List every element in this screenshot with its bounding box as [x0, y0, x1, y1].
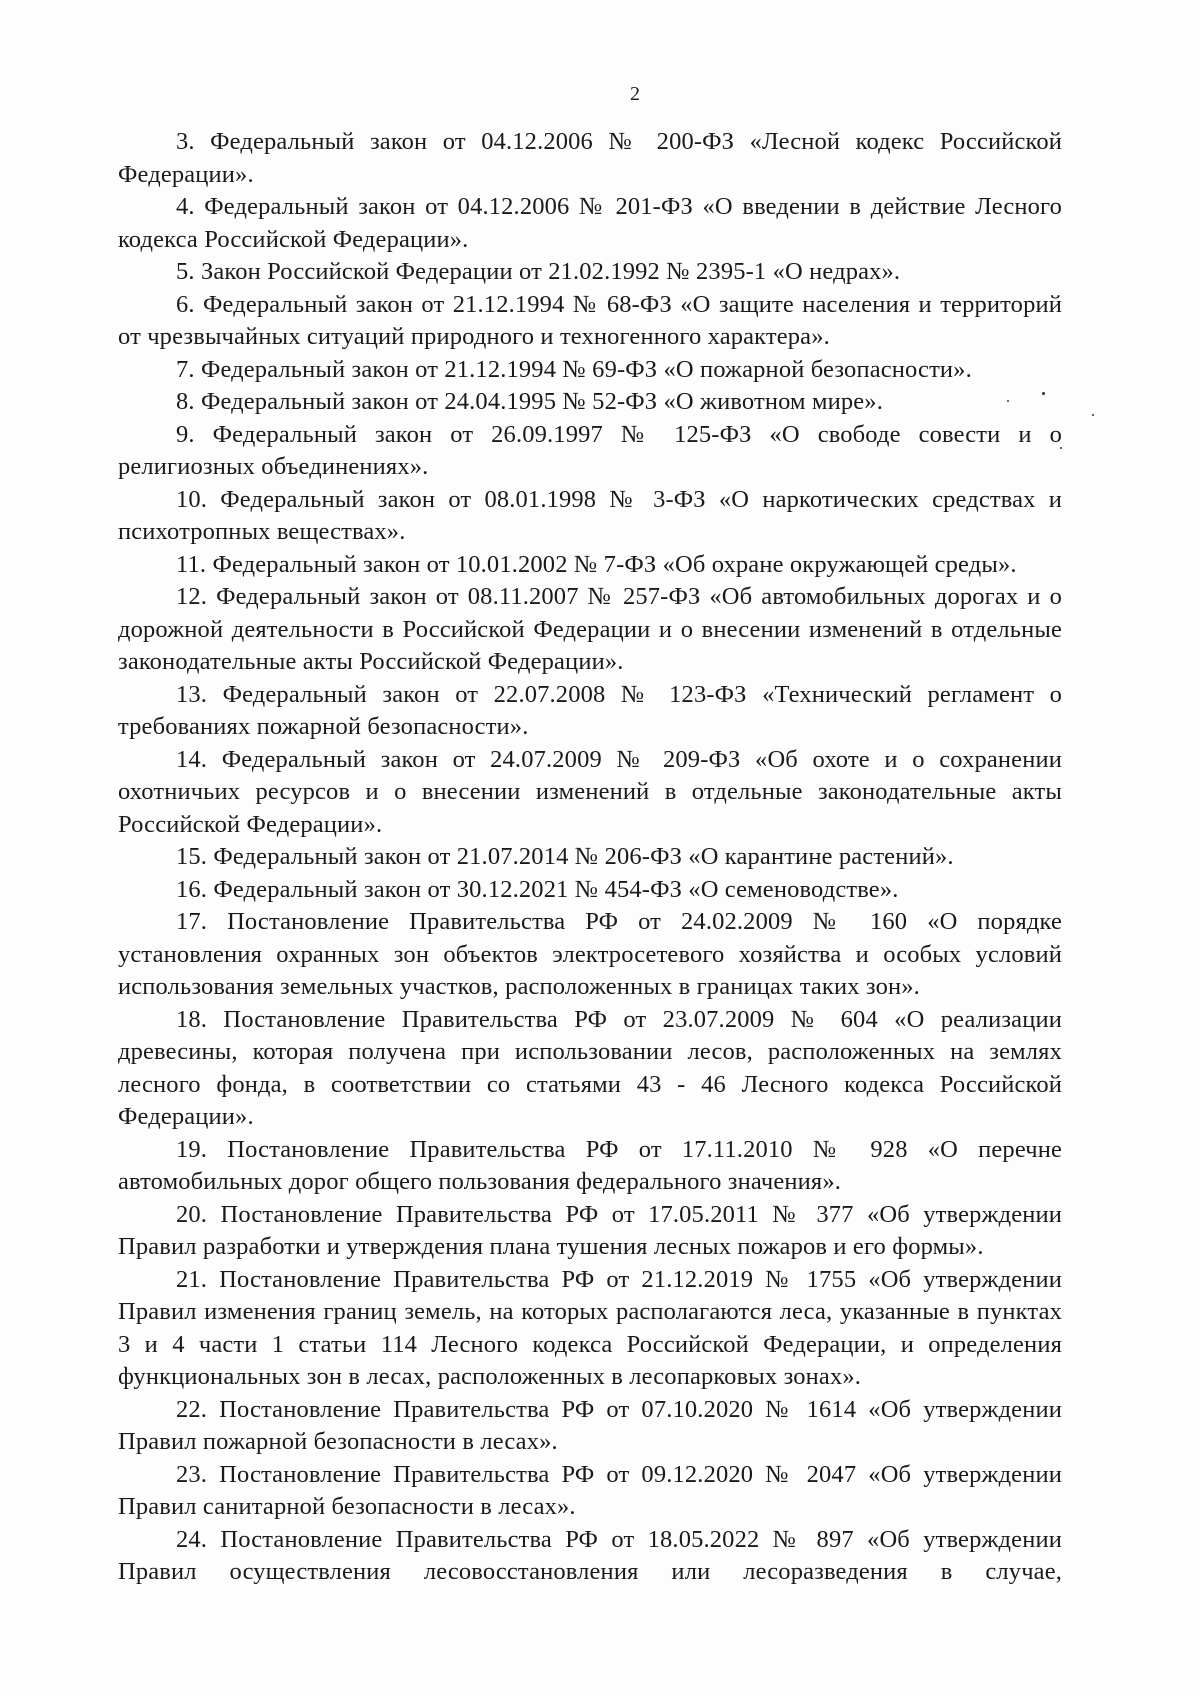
scan-speck [1060, 447, 1062, 449]
list-item: 8. Федеральный закон от 24.04.1995 № 52-ФЗ «О животном мире». [176, 388, 883, 415]
list-item: 16. Федеральный закон от 30.12.2021 № 454-ФЗ «О семеноводстве». [176, 875, 899, 903]
list-item: 13. Федеральный закон от 22.07.2008 № 123-ФЗ «Технический регламент о требованиях пожарной безопасности». [118, 680, 1062, 740]
list-item: 24. Постановление Правительства РФ от 18.05.2022 № 897 «Об утверждении Правил осуществления лесовосстановления или лесоразведения в случае, [118, 1525, 1062, 1585]
list-item: 4. Федеральный закон от 04.12.2006 № 201-ФЗ «О введении в действие Лесного кодекса Российской Федерации». [118, 193, 1062, 253]
page-number: 2 [630, 83, 640, 105]
list-item: 11. Федеральный закон от 10.01.2002 № 7-ФЗ «Об охране окружающей среды». [176, 550, 1017, 578]
list-item: 23. Постановление Правительства РФ от 09.12.2020 № 2047 «Об утверждении Правил санитарной безопасности в лесах». [118, 1460, 1062, 1520]
legal-acts-list [118, 126, 1062, 1589]
list-item: 18. Постановление Правительства РФ от 23.07.2009 № 604 «О реализации древесины, которая получена при использовании лесов, расположенных на землях лесного фонда, в соответствии со статьями 43 - 46 Лесного кодекса Российской Федерации». [118, 1005, 1062, 1130]
list-item: 9. Федеральный закон от 26.09.1997 № 125-ФЗ «О свободе совести и о религиозных объединениях». [118, 420, 1062, 480]
scan-speck [1092, 414, 1094, 416]
list-item: 17. Постановление Правительства РФ от 24.02.2009 № 160 «О порядке установления охранных зон объектов электросетевого хозяйства и особых условий использования земельных участков, расположенных в границах таких зон». [118, 908, 1062, 1000]
list-item: 15. Федеральный закон от 21.07.2014 № 206-ФЗ «О карантине растений». [176, 843, 954, 870]
list-item: 10. Федеральный закон от 08.01.1998 № 3-ФЗ «О наркотических средствах и психотропных веществах». [118, 485, 1062, 545]
list-item: 20. Постановление Правительства РФ от 17.05.2011 № 377 «Об утверждении Правил разработки и утверждения плана тушения лесных пожаров и его формы». [118, 1200, 1062, 1260]
list-item: 7. Федеральный закон от 21.12.1994 № 69-ФЗ «О пожарной безопасности». [176, 355, 972, 383]
list-item: 6. Федеральный закон от 21.12.1994 № 68-ФЗ «О защите населения и территорий от чрезвычайных ситуаций природного и техногенного характера». [118, 290, 1062, 350]
list-item: 3. Федеральный закон от 04.12.2006 № 200-ФЗ «Лесной кодекс Российской Федерации». [118, 128, 1062, 188]
list-item: 5. Закон Российской Федерации от 21.02.1992 № 2395-1 «О недрах». [176, 258, 901, 285]
list-item: 21. Постановление Правительства РФ от 21.12.2019 № 1755 «Об утверждении Правил изменения границ земель, на которых располагаются леса, указанные в пунктах 3 и 4 части 1 статьи 114 Лесного кодекса Российской Федерации, и определения функциональных зон в лесах, расположенных в лесопарковых зонах». [118, 1265, 1062, 1390]
scan-speck [1042, 392, 1045, 395]
list-item: 12. Федеральный закон от 08.11.2007 № 257-ФЗ «Об автомобильных дорогах и о дорожной деятельности в Российской Федерации и о внесении изменений в отдельные законодательные акты Российской Федерации». [118, 583, 1062, 675]
list-item: 14. Федеральный закон от 24.07.2009 № 209-ФЗ «Об охоте и о сохранении охотничьих ресурсов и о внесении изменений в отдельные законодательные акты Российской Федерации». [118, 745, 1062, 838]
list-item: 22. Постановление Правительства РФ от 07.10.2020 № 1614 «Об утверждении Правил пожарной безопасности в лесах». [118, 1395, 1062, 1455]
scan-speck [1007, 400, 1009, 402]
list-item: 19. Постановление Правительства РФ от 17.11.2010 № 928 «О перечне автомобильных дорог общего пользования федерального значения». [118, 1135, 1062, 1195]
